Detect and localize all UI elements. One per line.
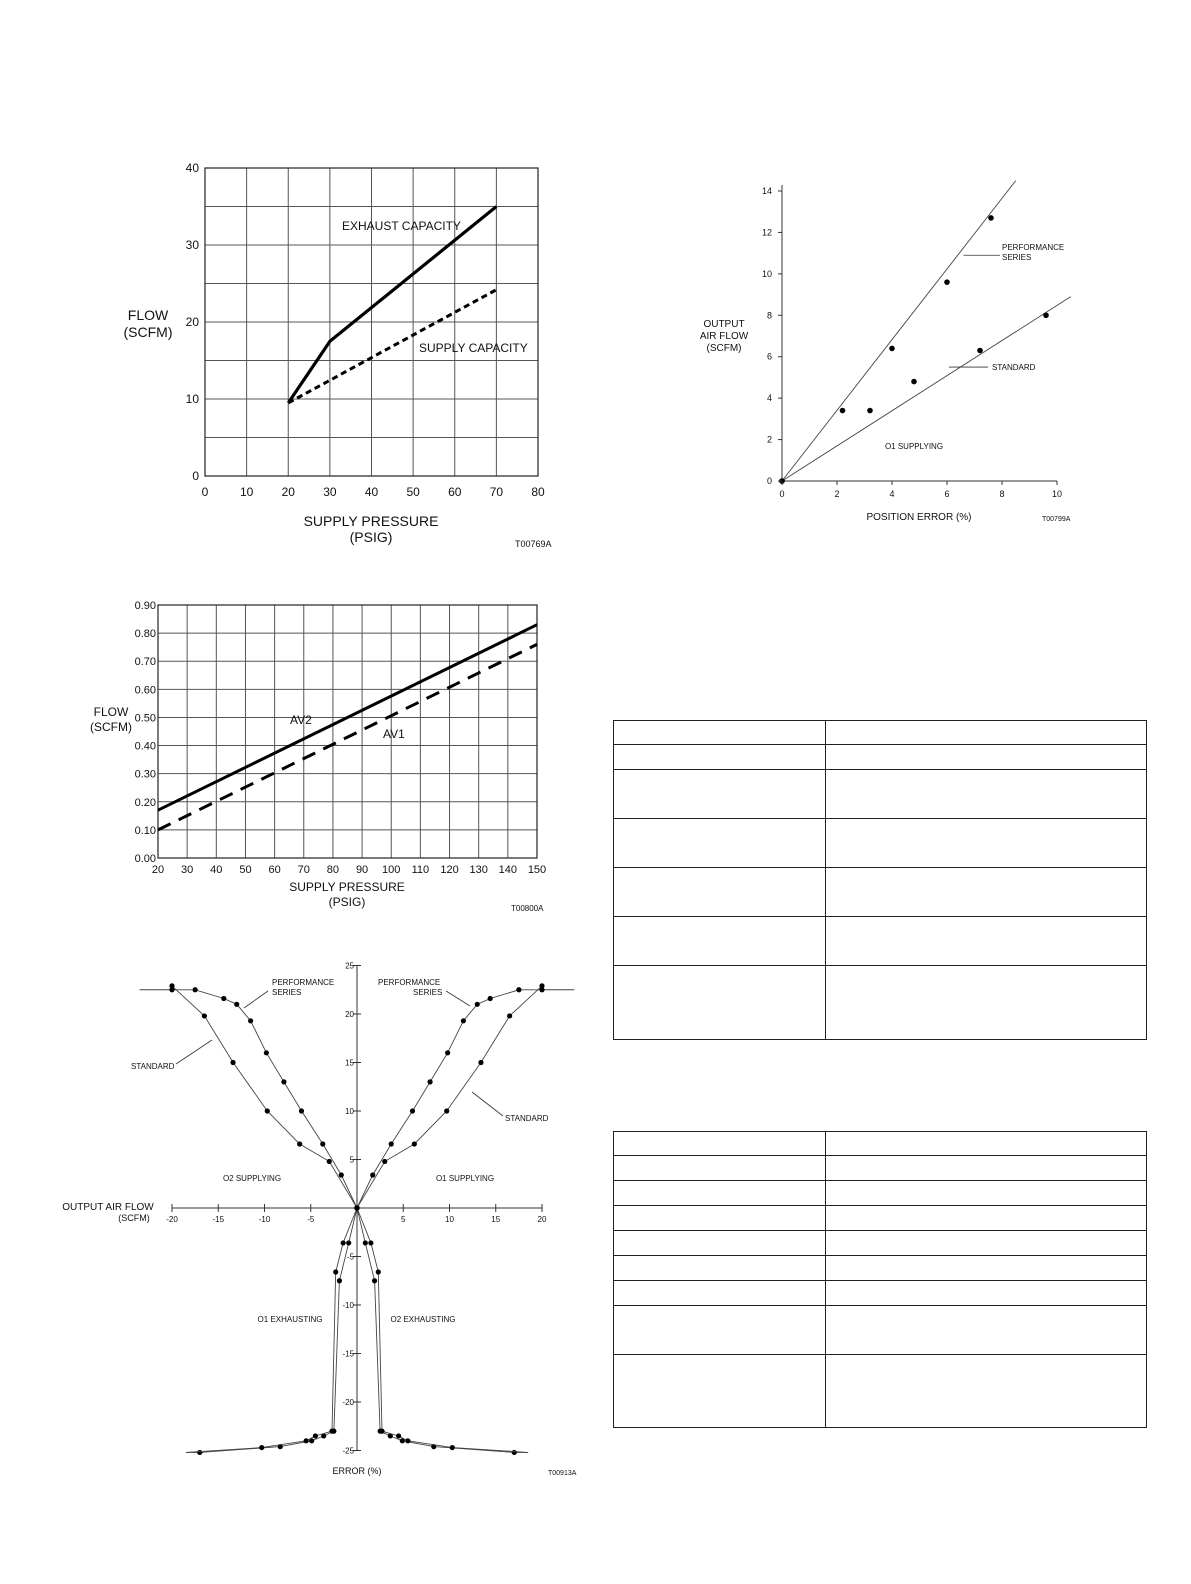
c4-label-performance-left-line: SERIES: [272, 988, 302, 997]
c2-point-standard: [977, 348, 983, 354]
c4-point: [488, 996, 493, 1001]
c3-ytick-label: 0.30: [134, 768, 156, 781]
table-row: [614, 1355, 1147, 1428]
c4-label-standard-left: STANDARD: [131, 1062, 175, 1071]
c3-xtick-label: 110: [411, 864, 430, 876]
c2-ytick-label: 4: [766, 393, 772, 404]
c1-xtick-label: 40: [364, 485, 379, 499]
c2-xtick-label: 0: [779, 489, 785, 499]
table-row: [614, 868, 1147, 917]
table-row: [614, 721, 1147, 745]
c1-legend-supply: SUPPLY CAPACITY: [419, 341, 528, 355]
c2-point-performance: [944, 279, 950, 285]
c4-ytick-label: -25: [342, 1446, 354, 1456]
c4-label-performance-right: [378, 978, 442, 997]
c3-xlabel-unit: (PSIG): [328, 895, 366, 909]
table-cell: [614, 745, 826, 770]
c4-annotation-o2-exhausting: O2 EXHAUSTING: [390, 1315, 456, 1324]
c2-ytick-label: 0: [766, 476, 772, 486]
c4-point: [264, 1050, 269, 1055]
c4-point: [363, 1240, 368, 1245]
c3-xtick-label: 40: [210, 864, 223, 876]
table-cell: [614, 1306, 826, 1355]
c4-point: [445, 1050, 450, 1055]
c4-point: [370, 1172, 375, 1177]
c3-xtick-label: 140: [498, 864, 518, 876]
c4-leader-performance-left: [244, 991, 268, 1008]
table-cell: [826, 917, 1147, 966]
c4-annotation-o2-supplying: O2 SUPPLYING: [222, 1174, 282, 1183]
c4-label-performance-right-line: PERFORMANCE: [378, 978, 441, 987]
c4-point: [389, 1141, 394, 1146]
c4-point: [410, 1108, 415, 1113]
c2-xtick-label: 8: [999, 489, 1005, 499]
c3-xtick-label: 130: [469, 864, 488, 876]
c4-xtick-label: 10: [445, 1215, 454, 1224]
c2-ytick-label: 12: [761, 227, 772, 238]
c4-xtick-label: -15: [212, 1215, 225, 1224]
table-cell: [826, 966, 1147, 1040]
c1-xlabel-unit: (PSIG): [349, 529, 393, 545]
c4-point: [327, 1159, 332, 1164]
table-cell: [614, 1132, 826, 1156]
table-row: [614, 745, 1147, 770]
c4-ytick-label: -15: [342, 1349, 354, 1359]
c3-ytick-label: 0.90: [134, 600, 156, 612]
c2-xtick-label: 10: [1051, 489, 1063, 499]
c3-figure-id: T00800A: [511, 904, 544, 913]
c3-ytick-label: 0.80: [134, 628, 156, 641]
table-row: [614, 917, 1147, 966]
c4-ytick-label: -20: [342, 1398, 354, 1407]
c4-point: [169, 983, 174, 988]
table-row: [614, 1132, 1147, 1156]
c3-xtick-label: 100: [382, 864, 401, 876]
table-cell: [826, 745, 1147, 770]
table-cell: [614, 1181, 826, 1206]
c4-point: [368, 1240, 373, 1245]
c2-ytick-label: 8: [766, 310, 772, 321]
c3-xtick-label: 150: [527, 864, 547, 876]
c1-xtick-label: 50: [406, 485, 420, 499]
c2-ylabel-unit: (SCFM): [706, 343, 742, 354]
table-cell: [826, 1181, 1147, 1206]
table-row: [614, 1181, 1147, 1206]
table-cell: [614, 1355, 826, 1428]
c1-ytick-label: 20: [185, 315, 199, 329]
table-cell: [614, 966, 826, 1040]
table-cell: [614, 1206, 826, 1231]
c1-xtick-label: 30: [323, 485, 337, 499]
c4-xtick-label: 5: [401, 1215, 406, 1224]
c4-point: [329, 1429, 334, 1434]
c2-point-standard: [867, 408, 873, 414]
c4-annotation-o1-exhausting: O1 EXHAUSTING: [257, 1315, 323, 1324]
c1-xtick-label: 10: [239, 485, 254, 499]
c2-point-standard: [911, 379, 917, 385]
c2-point-performance: [840, 408, 846, 414]
c3-xtick-label: 30: [181, 864, 194, 876]
c4-point: [320, 1141, 325, 1146]
c4-ytick-label: 10: [345, 1107, 354, 1116]
c4-point: [202, 1013, 207, 1018]
c1-xtick-label: 70: [489, 485, 504, 499]
c4-point: [461, 1018, 466, 1023]
c4-point: [259, 1445, 264, 1450]
c1-ytick-label: 30: [185, 238, 199, 252]
c4-point: [341, 1240, 346, 1245]
c4-leader-standard-right: [472, 1092, 503, 1116]
c4-series-line: [357, 1208, 528, 1452]
c4-ytick-label: 5: [349, 1155, 354, 1165]
c4-point: [512, 1450, 517, 1455]
table-row: [614, 1231, 1147, 1256]
c4-point: [478, 1060, 483, 1065]
c4-point: [337, 1278, 342, 1283]
c2-annotation: O1 SUPPLYING: [884, 442, 944, 451]
c4-point: [346, 1240, 351, 1245]
c3-xtick-label: 90: [355, 864, 369, 876]
c3-ytick-label: 0.40: [134, 740, 156, 753]
c1-xtick-label: 80: [531, 485, 545, 499]
c4-point: [265, 1108, 270, 1113]
c3-legend-av1: AV1: [383, 727, 405, 741]
spec-table-1: [613, 720, 1147, 1040]
c3-xlabel: SUPPLY PRESSURE: [289, 880, 405, 894]
c4-point: [304, 1438, 309, 1443]
c1-xlabel: SUPPLY PRESSURE: [303, 513, 439, 529]
table-cell: [826, 1156, 1147, 1181]
c3-xtick-label: 60: [268, 864, 281, 876]
c4-point: [475, 1002, 480, 1007]
c4-point: [507, 1013, 512, 1018]
table-cell: [614, 1156, 826, 1181]
c3-ytick-label: 0.50: [134, 712, 156, 725]
c4-point: [313, 1433, 318, 1438]
c4-leader-standard-left: [176, 1040, 212, 1064]
c2-ylabel-line2: AIR FLOW: [699, 331, 749, 342]
c2-legend-performance-line: PERFORMANCE: [1002, 243, 1065, 252]
table-cell: [614, 1256, 826, 1281]
c3-xtick-label: 20: [151, 864, 165, 876]
c4-point: [516, 987, 521, 992]
table-cell: [826, 1355, 1147, 1428]
table-row: [614, 1206, 1147, 1231]
table-cell: [614, 1281, 826, 1306]
c4-label-performance-right-line: SERIES: [413, 988, 443, 997]
table-cell: [614, 819, 826, 868]
c1-xtick-label: 20: [281, 485, 295, 499]
c3-xtick-label: 70: [297, 864, 310, 876]
c4-ytick-label: -10: [342, 1301, 354, 1310]
c1-ylabel: FLOW: [127, 307, 169, 323]
c4-xtick-label: -10: [258, 1215, 271, 1224]
c4-point: [248, 1018, 253, 1023]
c4-figure-id: T00913A: [548, 1470, 577, 1477]
c2-point-performance: [889, 346, 895, 352]
c2-ytick-label: 14: [761, 186, 772, 196]
table-row: [614, 966, 1147, 1040]
c4-point: [297, 1141, 302, 1146]
c4-series-line: [186, 1208, 357, 1452]
c4-ytick-label: 15: [345, 1058, 354, 1068]
c1-figure-id: T00769A: [515, 539, 552, 549]
c2-ytick-label: 10: [761, 268, 772, 279]
c3-xtick-label: 120: [440, 864, 459, 876]
table-row: [614, 1256, 1147, 1281]
c3-xtick-label: 80: [326, 864, 340, 876]
c4-point: [333, 1269, 338, 1274]
c1-ytick-label: 40: [185, 161, 199, 175]
c2-series-performance-line: [782, 181, 1016, 481]
c2-xtick-label: 4: [889, 489, 895, 499]
c3-ytick-label: 0.60: [134, 684, 156, 697]
c2-legend-standard: STANDARD: [992, 363, 1036, 372]
c3-legend-av2: AV2: [290, 713, 312, 727]
c1-ytick-label: 10: [185, 392, 199, 406]
table-cell: [826, 1256, 1147, 1281]
c4-point: [382, 1159, 387, 1164]
c1-ylabel-unit: (SCFM): [123, 324, 173, 340]
c4-point: [539, 983, 544, 988]
c3-ytick-label: 0.20: [134, 796, 156, 809]
table-cell: [826, 1306, 1147, 1355]
table-cell: [826, 721, 1147, 745]
c4-ylabel: OUTPUT AIR FLOW: [62, 1202, 154, 1213]
c3-xtick-label: 50: [239, 864, 252, 876]
table-cell: [826, 1281, 1147, 1306]
c4-annotation-o1-supplying: O1 SUPPLYING: [435, 1174, 495, 1183]
table-row: [614, 819, 1147, 868]
table-cell: [826, 1206, 1147, 1231]
c4-point: [193, 987, 198, 992]
table-cell: [826, 819, 1147, 868]
c4-point: [230, 1060, 235, 1065]
c2-xtick-label: 2: [834, 489, 840, 499]
c1-xtick-label: 60: [448, 485, 462, 499]
c4-point: [450, 1445, 455, 1450]
c4-point: [197, 1450, 202, 1455]
c4-xtick-label: -5: [307, 1215, 315, 1224]
table-row: [614, 1156, 1147, 1181]
c4-ylabel-unit: (SCFM): [118, 1213, 150, 1223]
table-cell: [826, 1231, 1147, 1256]
c4-series-line: [186, 1208, 357, 1452]
table-row: [614, 1281, 1147, 1306]
table-cell: [826, 770, 1147, 819]
table-cell: [614, 1231, 826, 1256]
c3-ylabel: FLOW: [93, 705, 129, 719]
c4-point: [379, 1429, 384, 1434]
c2-point-standard: [1043, 312, 1049, 318]
c4-ytick-label: -5: [346, 1252, 354, 1262]
c4-point: [396, 1433, 401, 1438]
c4-point: [412, 1141, 417, 1146]
c4-point: [234, 1002, 239, 1007]
c4-point: [281, 1079, 286, 1084]
c4-xlabel: ERROR (%): [332, 1466, 382, 1476]
c2-legend-performance-line: SERIES: [1002, 253, 1032, 262]
c2-legend-performance: [1002, 243, 1064, 262]
c4-leader-performance-right: [446, 991, 470, 1006]
c4-point: [339, 1172, 344, 1177]
c2-ytick-label: 6: [766, 351, 772, 362]
table-cell: [826, 1132, 1147, 1156]
c3-ytick-label: 0.70: [134, 656, 156, 669]
c4-point: [221, 996, 226, 1001]
c4-origin-point: [354, 1205, 360, 1211]
c2-series-standard-line: [782, 297, 1071, 481]
table-cell: [614, 721, 826, 745]
c4-ytick-label: 25: [345, 961, 354, 971]
c4-point: [427, 1079, 432, 1084]
c1-ytick-label: 0: [192, 469, 199, 483]
c2-xtick-label: 6: [944, 489, 950, 499]
c3-ytick-label: 0.00: [134, 853, 156, 865]
c4-point: [299, 1108, 304, 1113]
c4-xtick-label: 20: [537, 1215, 547, 1224]
spec-table-2: [613, 1131, 1147, 1428]
c4-point: [376, 1269, 381, 1274]
c4-series-line: [357, 1208, 528, 1452]
c4-label-standard-right: STANDARD: [505, 1114, 549, 1123]
c4-xtick-label: 15: [491, 1215, 501, 1224]
table-row: [614, 770, 1147, 819]
c2-xlabel: POSITION ERROR (%): [866, 512, 972, 523]
c4-label-performance-left-line: PERFORMANCE: [272, 978, 335, 987]
c3-ytick-label: 0.10: [134, 824, 156, 837]
table-cell: [614, 770, 826, 819]
c4-ytick-label: 20: [345, 1010, 354, 1019]
c2-ytick-label: 2: [766, 434, 772, 445]
c4-point: [372, 1278, 377, 1283]
c4-point: [444, 1108, 449, 1113]
c4-point: [405, 1438, 410, 1443]
table-cell: [614, 917, 826, 966]
c2-figure-id: T00799A: [1042, 516, 1071, 523]
table-cell: [614, 868, 826, 917]
c2-ylabel: OUTPUT: [703, 319, 745, 330]
c3-ylabel-unit: (SCFM): [90, 720, 132, 734]
c1-xtick-label: 0: [201, 485, 209, 499]
c4-label-performance-left: [272, 978, 334, 997]
c2-point-performance: [988, 215, 994, 221]
table-row: [614, 1306, 1147, 1355]
c1-legend-exhaust: EXHAUST CAPACITY: [342, 219, 461, 233]
c4-xtick-label: -20: [166, 1215, 178, 1224]
table-cell: [826, 868, 1147, 917]
